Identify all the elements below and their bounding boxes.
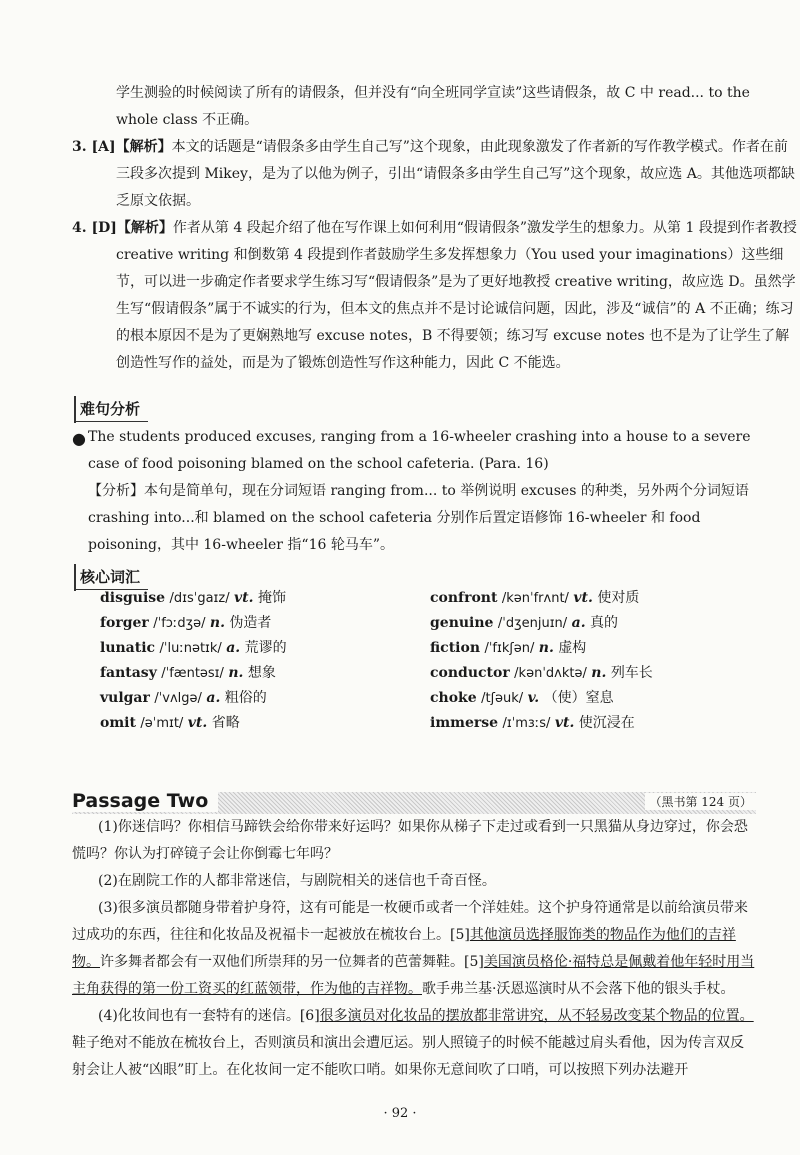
vocab-entry: fantasy /ˈfæntəsɪ/ n. 想象 [100,665,276,681]
passage-title: Passage Two [72,790,218,812]
answer-q4-text: 作者从第 4 段起介绍了他在写作课上如何利用“假请假条”激发学生的想象力。从第 1 段提到作者教授 creative writing 和倒数第 4 段提到作者鼓励学生多发挥想象力（You used your imaginations）这些细节，可以进一步确定作者要求学生练习写“假请假条”是为了更好地教授 creative writing，故应选 D。虽然学生写“假请假条”属于不诚实的行为，但本文的焦点并不是讨论诚信问题，因此，涉及“诚信”的 A 不正确；练习的根本原因不是为了更娴熟地写 excuse notes，B 不得要领；练习写 excuse notes 也不是为了让学生了解创造性写作的益处，而是为了锻炼创造性写作这种能力，因此 C 不能选。 [116,220,797,371]
passage-paragraph-4: (4)化妆间也有一套特有的迷信。[6]很多演员对化妆品的摆放都非常讲究，从不轻易改变某个物品的位置。鞋子绝对不能放在梳妆台上，否则演员和演出会遭厄运。别人照镜子的时候不能越过肩头看他，因为传言双反射会让人被“凶眼”盯上。在化妆间一定不能吹口哨。如果你无意间吹了口哨，可以按照下列办法避开 [72,1008,754,1078]
answer-q4-label: 4. [D]【解析】 [72,220,173,236]
analysis-text: 本句是简单句，现在分词短语 ranging from... to 举例说明 excuses 的种类，另外两个分词短语 crashing into...和 blamed on the school cafeteria 分别作后置定语修饰 16-wheeler 和 food poisoning，其中 16-wheeler 指“16 轮马车”。 [88,483,749,553]
vocab-entry: immerse /ɪˈmɜːs/ vt. 使沉浸在 [430,715,635,731]
passage-paragraph-3: (3)很多演员都随身带着护身符，这有可能是一枚硬币或者一个洋娃娃。这个护身符通常是以前给演员带来过成功的东西，往往和化妆品及祝福卡一起被放在梳妆台上。[5]其他演员选择服饰类的物品作为他们的吉祥物。许多舞者都会有一双他们所崇拜的另一位舞者的芭蕾舞鞋。[5]美国演员格伦·福特总是佩戴着他年轻时用当主角获得的第一份工资买的红蓝领带，作为他的吉祥物。歌手弗兰基·沃恩巡演时从不会落下他的银头手杖。 [72,900,755,997]
answer-q3 [72,134,800,215]
underlined-sentence: 美国演员格伦·福特总是佩戴着他年轻时用当主角获得的第一份工资买的红蓝领带，作为他的吉祥物。 [72,954,755,997]
vocab-entry: vulgar /ˈvʌlgə/ a. 粗俗的 [100,690,267,706]
vocab-entry: forger /ˈfɔːdʒə/ n. 伪造者 [100,615,272,631]
vocab-entry: confront /kənˈfrʌnt/ vt. 使对质 [430,590,640,606]
vocab-column-right [430,586,756,736]
answer-q4 [72,215,800,377]
answer-q3-text: 本文的话题是“请假条多由学生自己写”这个现象，由此现象激发了作者新的写作教学模式。作者在前三段多次提到 Mikey，是为了以他为例子，引出“请假条多由学生自己写”这个现象，故应选 A。其他选项都缺乏原文依据。 [116,139,795,209]
difficult-sentence-text: The students produced excuses, ranging from a 16-wheeler crashing into a house to a severe case of food poisoning blamed on the school cafeteria. (Para. 16) [88,429,751,472]
vocab-column-left [100,586,420,736]
vocab-entry: lunatic /ˈluːnətɪk/ a. 荒谬的 [100,640,287,656]
page-number: · 92 · [383,1106,417,1121]
underlined-sentence: 其他演员选择服饰类的物品作为他们的吉祥物。 [72,927,736,970]
answer-q3-label: 3. [A]【解析】 [72,139,172,155]
bullet-icon: ● [72,429,86,448]
passage-paragraph-1: (1)你迷信吗？你相信马蹄铁会给你带来好运吗？如果你从梯子下走过或看到一只黑猫从身边穿过，你会恐慌吗？你认为打碎镜子会让你倒霉七年吗？ [72,819,748,862]
difficult-sentence-analysis [88,478,756,559]
vocab-entry: omit /əˈmɪt/ vt. 省略 [100,715,240,731]
vocab-entry: genuine /ˈdʒenjuɪn/ a. 真的 [430,615,619,631]
difficult-sentence-heading: 难句分析 [74,398,148,422]
passage-paragraph-2: (2)在剧院工作的人都非常迷信，与剧院相关的迷信也千奇百怪。 [98,873,496,889]
q2-continuation: 学生测验的时候阅读了所有的请假条，但并没有“向全班同学宣读”这些请假条，故 C 中 read... to the whole class 不正确。 [116,85,750,128]
passage-reference: （黑书第 124 页） [645,793,756,810]
vocab-entry: choke /tʃəuk/ v. （使）窒息 [430,690,614,706]
vocabulary-heading: 核心词汇 [74,566,148,590]
vocab-entry: fiction /ˈfɪkʃən/ n. 虚构 [430,640,587,656]
analysis-label: 【分析】 [88,483,144,499]
vocab-entry: conductor /kənˈdʌktə/ n. 列车长 [430,665,653,681]
underlined-sentence: 很多演员对化妆品的摆放都非常讲究，从不轻易改变某个物品的位置。 [319,1008,754,1024]
vocab-entry: disguise /dɪsˈgaɪz/ vt. 掩饰 [100,590,286,606]
